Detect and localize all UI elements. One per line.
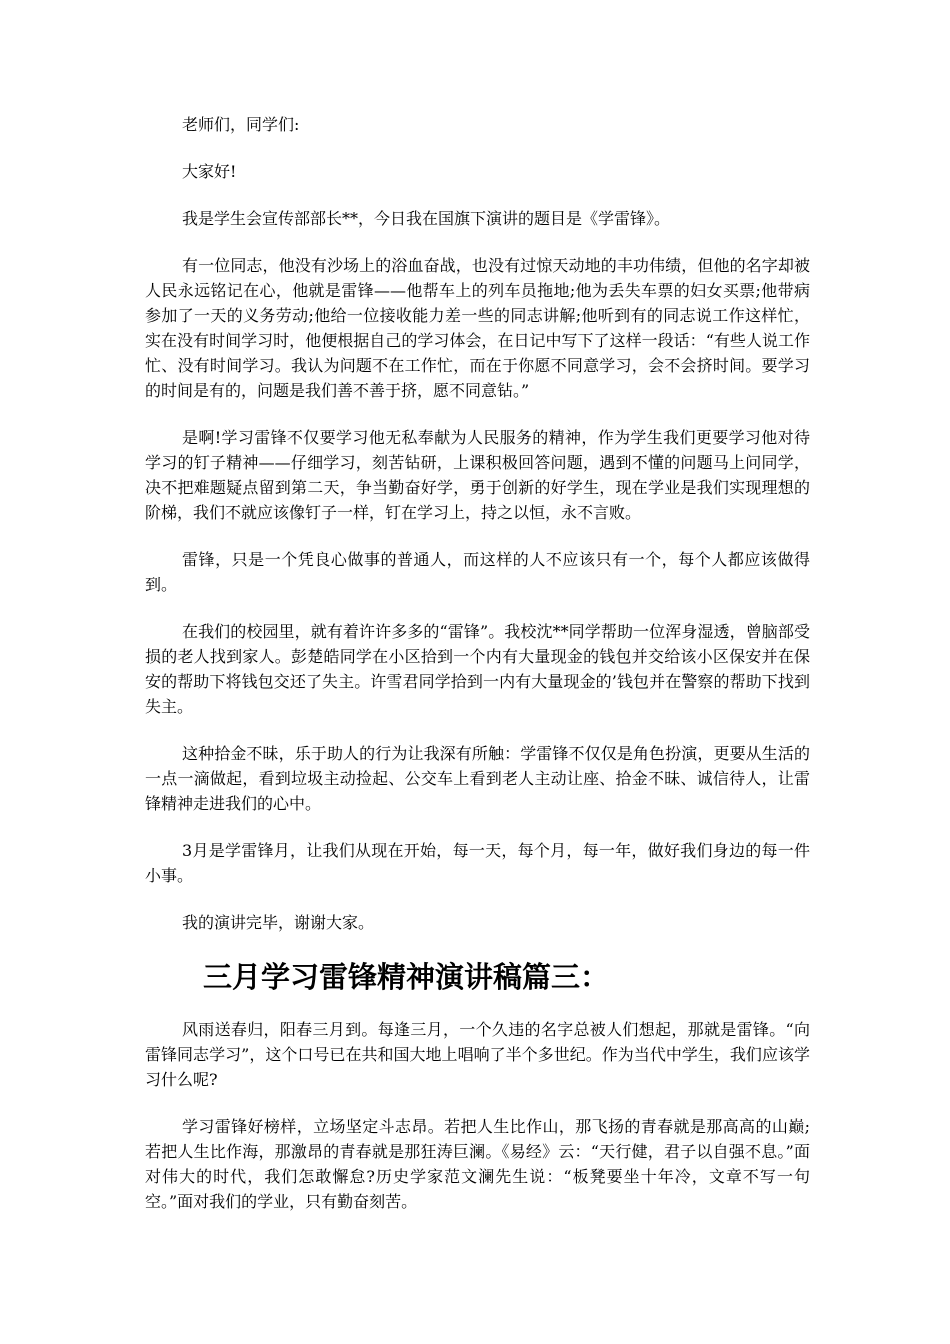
document-body: [145, 112, 810, 1236]
paragraph-greeting: 老师们，同学们:: [182, 115, 300, 134]
paragraph-march-call: 3月是学雷锋月，让我们从现在开始，每一天，每个月，每一年，做好我们身边的每一件小事。: [145, 841, 810, 885]
paragraph-campus-examples: 在我们的校园里，就有着许许多多的“雷锋”。我校沈**同学帮助一位浑身湿透，曾脑部受损的老人找到家人。彭楚皓同学在小区拾到一个内有大量现金的钱包并交给该小区保安并在保安的帮助下将钱包交还了失主。许雪君同学拾到一内有大量现金的’钱包并在警察的帮助下找到失主。: [145, 622, 810, 716]
paragraph-hello: 大家好!: [182, 162, 237, 181]
paragraph-spring-march: 风雨送春归，阳春三月到。每逢三月，一个久违的名字总被人们想起，那就是雷锋。“向雷锋同志学习”，这个口号已在共和国大地上唱响了半个多世纪。作为当代中学生，我们应该学习什么呢?: [145, 1020, 810, 1089]
paragraph-closing: 我的演讲完毕，谢谢大家。: [182, 913, 375, 932]
paragraph-reflection: 这种拾金不昧，乐于助人的行为让我深有所触：学雷锋不仅仅是角色扮演，更要从生活的一点一滴做起，看到垃圾主动捡起、公交车上看到老人主动让座、拾金不昧、诚信待人，让雷锋精神走进我们的心中。: [145, 744, 810, 813]
paragraph-nail-spirit: 是啊!学习雷锋不仅要学习他无私奉献为人民服务的精神，作为学生我们更要学习他对待学习的钉子精神——仔细学习，刻苦钻研，上课积极回答问题，遇到不懂的问题马上问同学，决不把难题疑点留到第二天，争当勤奋好学，勇于创新的好学生，现在学业是我们实现理想的阶梯，我们不就应该像钉子一样，钉在学习上，持之以恒，永不言败。: [145, 428, 810, 522]
section-heading: 三月学习雷锋精神演讲稿篇三：: [203, 960, 610, 994]
paragraph-lei-feng-story: 有一位同志，他没有沙场上的浴血奋战，也没有过惊天动地的丰功伟绩，但他的名字却被人民永远铭记在心，他就是雷锋——他帮车上的列车员拖地;他为丢失车票的妇女买票;他带病参加了一天的义务劳动;他给一位接收能力差一些的同志讲解;他听到有的同志说工作这样忙，实在没有时间学习时，他便根据自己的学习体会，在日记中写下了这样一段话：“有些人说工作忙、没有时间学习。我认为问题不在工作忙，而在于你愿不同意学习，会不会挤时间。要学习的时间是有的，问题是我们善不善于挤，愿不同意钻。”: [145, 256, 810, 400]
paragraph-role-model: 学习雷锋好榜样，立场坚定斗志昂。若把人生比作山，那飞扬的青春就是那高高的山巅;若把人生比作海，那激昂的青春就是那狂涛巨澜。《易经》云：“天行健，君子以自强不息。”面对伟大的时代，我们怎敢懈怠?历史学家范文澜先生说：“板凳要坐十年冷，文章不写一句空。”面对我们的学业，只有勤奋刻苦。: [145, 1117, 810, 1211]
paragraph-intro: 我是学生会宣传部部长**，今日我在国旗下演讲的题目是《学雷锋》。: [182, 209, 671, 228]
paragraph-ordinary-person: 雷锋，只是一个凭良心做事的普通人，而这样的人不应该只有一个，每个人都应该做得到。: [145, 550, 810, 594]
